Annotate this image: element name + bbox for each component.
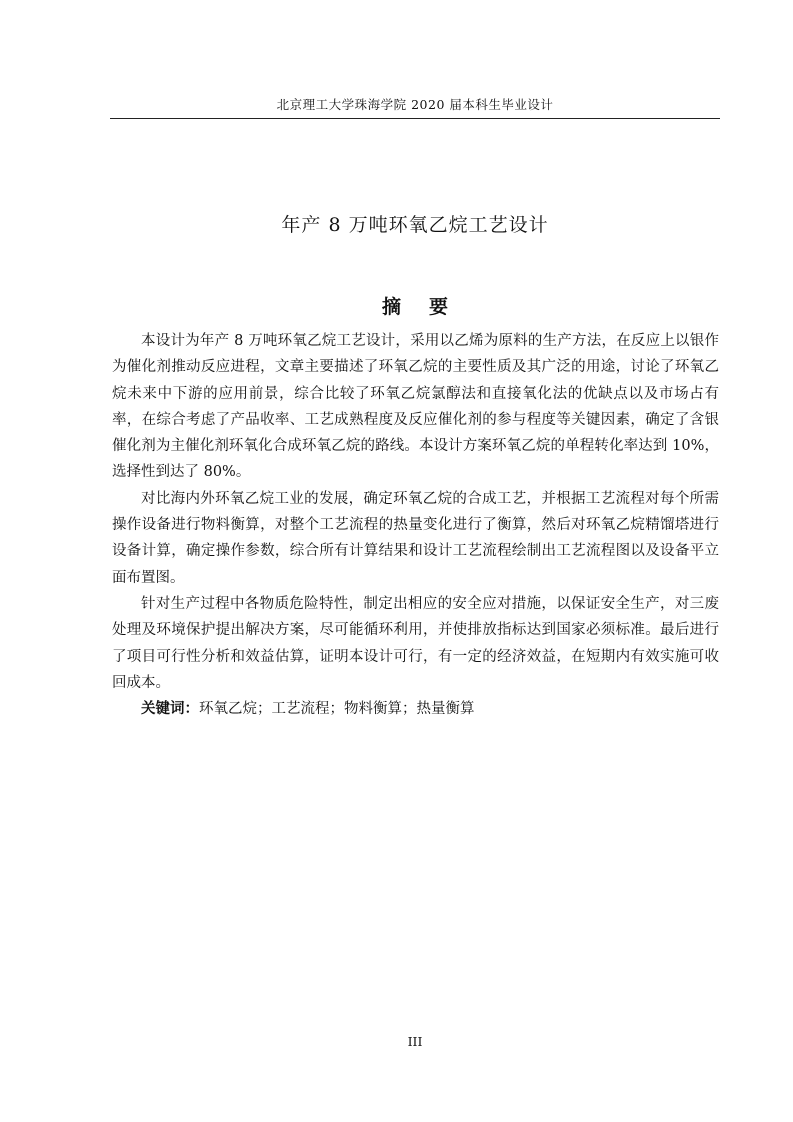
abstract-body	[112, 328, 719, 722]
document-title: 年产 8 万吨环氧乙烷工艺设计	[281, 214, 549, 236]
page-number: III	[407, 1034, 423, 1049]
keywords-line	[112, 696, 719, 722]
abstract-heading	[110, 292, 720, 319]
running-header: 北京理工大学珠海学院 2020 届本科生毕业设计	[276, 97, 554, 112]
abstract-paragraph-2: 对比海内外环氧乙烷工业的发展，确定环氧乙烷的合成工艺，并根据工艺流程对每个所需操作设备进行物料衡算，对整个工艺流程的热量变化进行了衡算，然后对环氧乙烷精馏塔进行设备计算，确定操作参数，综合所有计算结果和设计工艺流程绘制出工艺流程图以及设备平立面布置图。	[112, 490, 719, 586]
keywords-label: 关键词：	[141, 701, 199, 718]
keywords-text: 环氧乙烷；工艺流程；物料衡算；热量衡算	[199, 701, 475, 718]
abstract-paragraph-1: 本设计为年产 8 万吨环氧乙烷工艺设计，采用以乙烯为原料的生产方法，在反应上以银作为催化剂推动反应进程，文章主要描述了环氧乙烷的主要性质及其广泛的用途，讨论了环氧乙烷未来中下游的应用前景，综合比较了环氧乙烷氯醇法和直接氧化法的优缺点以及市场占有率，在综合考虑了产品收率、工艺成熟程度及反应催化剂的参与程度等关键因素，确定了含银催化剂为主催化剂环氧化合成环氧乙烷的路线。本设计方案环氧乙烷的单程转化率达到 10%，选择性到达了 80%。	[112, 333, 719, 481]
header-rule	[110, 118, 720, 119]
abstract-heading-char-2: 要	[429, 296, 449, 318]
abstract-heading-char-1: 摘	[381, 296, 401, 318]
abstract-paragraph-3: 针对生产过程中各物质危险特性，制定出相应的安全应对措施，以保证安全生产，对三废处理及环境保护提出解决方案，尽可能循环利用，并使排放指标达到国家必须标准。最后进行了项目可行性分析和效益估算，证明本设计可行，有一定的经济效益，在短期内有效实施可收回成本。	[112, 595, 719, 691]
